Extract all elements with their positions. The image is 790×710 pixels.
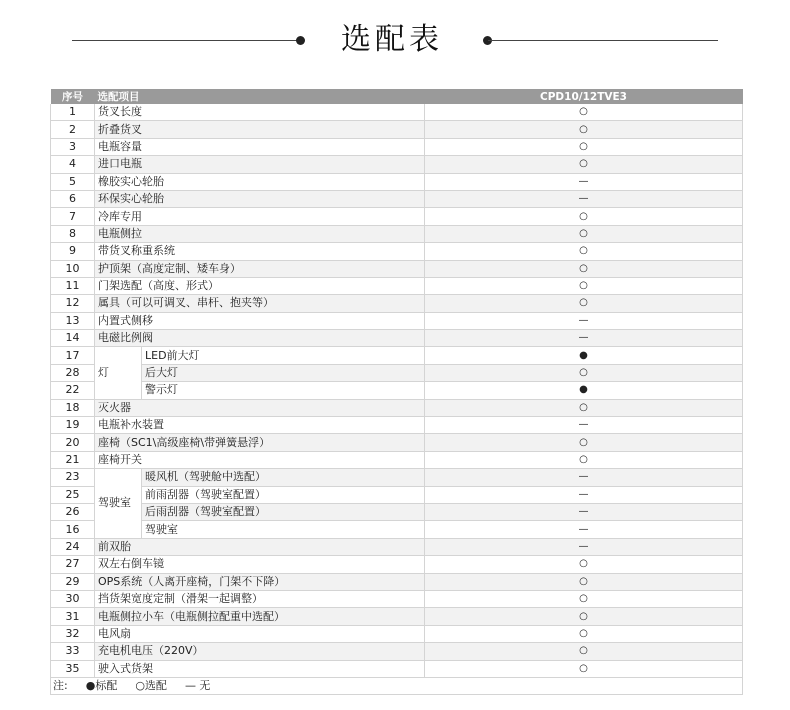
table-row	[51, 625, 743, 642]
header-model: CPD10/12TVE3	[425, 89, 743, 104]
row-item: 驶入式货架	[95, 660, 425, 677]
title-rule-right	[488, 40, 718, 41]
row-value: —	[425, 312, 743, 329]
row-value: ○	[425, 277, 743, 294]
group-label: 驾驶室	[95, 469, 142, 539]
row-number: 12	[51, 295, 95, 312]
row-item: 后大灯	[142, 364, 425, 381]
row-item: 电风扇	[95, 625, 425, 642]
row-number: 33	[51, 643, 95, 660]
table-row	[51, 573, 743, 590]
row-number: 23	[51, 469, 95, 486]
row-value: ○	[425, 243, 743, 260]
table-row	[51, 260, 743, 277]
row-value: —	[425, 469, 743, 486]
row-number: 25	[51, 486, 95, 503]
header-item: 选配项目	[95, 89, 425, 104]
row-value: ○	[425, 434, 743, 451]
row-value: ○	[425, 121, 743, 138]
row-item: 冷库专用	[95, 208, 425, 225]
row-value: ○	[425, 660, 743, 677]
row-item: 双左右倒车镜	[95, 556, 425, 573]
row-number: 17	[51, 347, 95, 364]
table-row	[51, 295, 743, 312]
row-number: 29	[51, 573, 95, 590]
row-number: 27	[51, 556, 95, 573]
table-row	[51, 434, 743, 451]
row-item: 灭火器	[95, 399, 425, 416]
page-title: 选配表	[341, 22, 443, 57]
row-value: ○	[425, 138, 743, 155]
row-number: 8	[51, 225, 95, 242]
row-value: —	[425, 330, 743, 347]
row-number: 24	[51, 538, 95, 555]
table-row	[51, 225, 743, 242]
row-value: ○	[425, 364, 743, 381]
legend-row	[51, 677, 743, 694]
legend-standard: ●标配	[85, 679, 118, 693]
row-value: ●	[425, 347, 743, 364]
row-value: —	[425, 503, 743, 520]
row-value: ○	[425, 156, 743, 173]
table-row	[51, 590, 743, 607]
row-value: ○	[425, 260, 743, 277]
options-table	[50, 89, 743, 695]
row-item: 环保实心轮胎	[95, 190, 425, 207]
row-value: ○	[425, 608, 743, 625]
table-row	[51, 417, 743, 434]
table-row	[51, 486, 743, 503]
row-number: 22	[51, 382, 95, 399]
row-number: 20	[51, 434, 95, 451]
legend-optional: ○选配	[135, 679, 167, 693]
row-value: ○	[425, 295, 743, 312]
table-row	[51, 104, 743, 121]
legend-prefix: 注:	[53, 679, 68, 693]
row-item: 电瓶侧拉	[95, 225, 425, 242]
table-row	[51, 660, 743, 677]
row-number: 10	[51, 260, 95, 277]
row-item: 货叉长度	[95, 104, 425, 121]
row-value: ●	[425, 382, 743, 399]
table-row	[51, 364, 743, 381]
row-value: ○	[425, 451, 743, 468]
row-item: 护顶架（高度定制、矮车身）	[95, 260, 425, 277]
title-rule-left	[72, 40, 300, 41]
row-value: ○	[425, 643, 743, 660]
row-item: 驾驶室	[142, 521, 425, 538]
row-value: ○	[425, 225, 743, 242]
table-row	[51, 121, 743, 138]
table-row	[51, 521, 743, 538]
row-item: 橡胶实心轮胎	[95, 173, 425, 190]
row-item: 电磁比例阀	[95, 330, 425, 347]
row-item: 进口电瓶	[95, 156, 425, 173]
row-number: 4	[51, 156, 95, 173]
table-header-row	[51, 89, 743, 104]
row-item: 属具（可以可调叉、串杆、抱夹等）	[95, 295, 425, 312]
group-label: 灯	[95, 347, 142, 399]
row-number: 2	[51, 121, 95, 138]
row-item: 电瓶补水装置	[95, 417, 425, 434]
table-row	[51, 538, 743, 555]
row-value: ○	[425, 573, 743, 590]
table-row	[51, 312, 743, 329]
row-value: ○	[425, 625, 743, 642]
row-number: 6	[51, 190, 95, 207]
row-value: —	[425, 521, 743, 538]
legend-none: — 无	[184, 679, 211, 693]
row-value: ○	[425, 556, 743, 573]
row-item: 暖风机（驾驶舱中选配）	[142, 469, 425, 486]
table-row	[51, 330, 743, 347]
row-item: 折叠货叉	[95, 121, 425, 138]
table-row	[51, 503, 743, 520]
row-value: ○	[425, 399, 743, 416]
row-item: 后雨刮器（驾驶室配置）	[142, 503, 425, 520]
row-number: 1	[51, 104, 95, 121]
row-item: 警示灯	[142, 382, 425, 399]
row-item: 充电机电压（220V）	[95, 643, 425, 660]
table-row	[51, 556, 743, 573]
row-value: ○	[425, 104, 743, 121]
table-row	[51, 347, 743, 364]
row-value: —	[425, 417, 743, 434]
legend-cell	[51, 677, 743, 694]
row-number: 28	[51, 364, 95, 381]
table-row	[51, 608, 743, 625]
table-row	[51, 138, 743, 155]
row-item: 电瓶侧拉小车（电瓶侧拉配重中选配）	[95, 608, 425, 625]
table-row	[51, 399, 743, 416]
row-number: 3	[51, 138, 95, 155]
row-value: ○	[425, 208, 743, 225]
row-number: 35	[51, 660, 95, 677]
table-row	[51, 156, 743, 173]
row-item: 座椅（SC1\高级座椅\带弹簧悬浮）	[95, 434, 425, 451]
row-value: —	[425, 190, 743, 207]
row-item: 前双胎	[95, 538, 425, 555]
row-number: 32	[51, 625, 95, 642]
row-item: 挡货架宽度定制（滑架一起调整）	[95, 590, 425, 607]
row-item: 电瓶容量	[95, 138, 425, 155]
table-row	[51, 643, 743, 660]
row-value: —	[425, 173, 743, 190]
row-number: 14	[51, 330, 95, 347]
table-row	[51, 382, 743, 399]
row-number: 31	[51, 608, 95, 625]
row-number: 21	[51, 451, 95, 468]
row-item: LED前大灯	[142, 347, 425, 364]
table-row	[51, 190, 743, 207]
row-item: 带货叉称重系统	[95, 243, 425, 260]
table-row	[51, 173, 743, 190]
table-row	[51, 469, 743, 486]
row-item: OPS系统（人离开座椅，门架不下降）	[95, 573, 425, 590]
row-number: 9	[51, 243, 95, 260]
row-number: 16	[51, 521, 95, 538]
row-value: —	[425, 538, 743, 555]
row-number: 13	[51, 312, 95, 329]
row-number: 19	[51, 417, 95, 434]
table-row	[51, 451, 743, 468]
row-number: 7	[51, 208, 95, 225]
row-item: 内置式侧移	[95, 312, 425, 329]
row-number: 11	[51, 277, 95, 294]
row-item: 座椅开关	[95, 451, 425, 468]
row-number: 30	[51, 590, 95, 607]
row-number: 26	[51, 503, 95, 520]
row-number: 18	[51, 399, 95, 416]
table-row	[51, 243, 743, 260]
title-area	[0, 0, 790, 80]
row-item: 前雨刮器（驾驶室配置）	[142, 486, 425, 503]
row-item: 门架选配（高度、形式）	[95, 277, 425, 294]
table-row	[51, 277, 743, 294]
table-row	[51, 208, 743, 225]
row-value: ○	[425, 590, 743, 607]
row-number: 5	[51, 173, 95, 190]
header-no: 序号	[51, 89, 95, 104]
row-value: —	[425, 486, 743, 503]
